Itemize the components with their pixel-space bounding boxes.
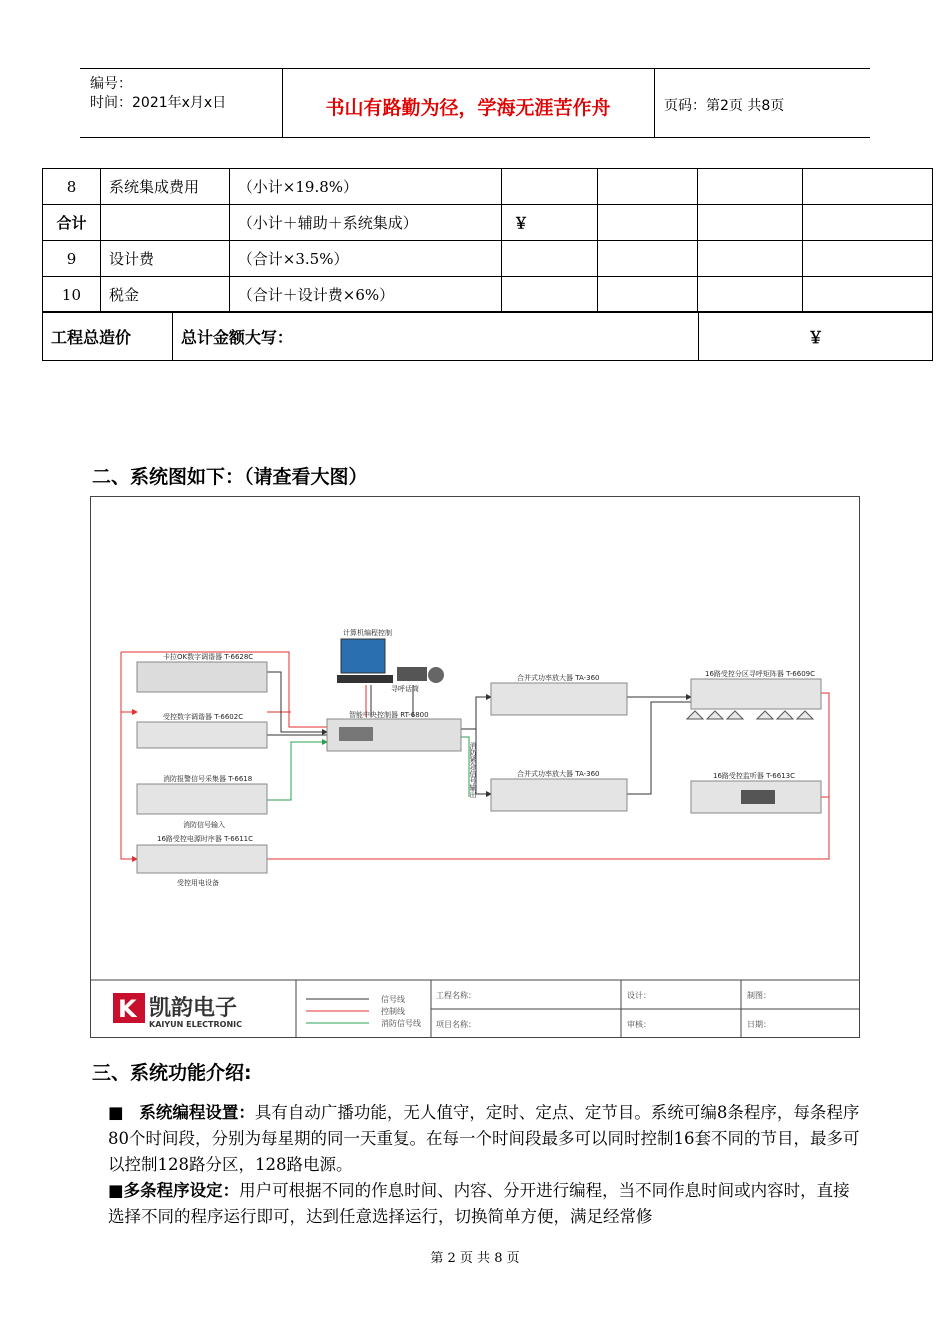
row-number: 10 bbox=[43, 277, 101, 313]
design-field: 设计： bbox=[627, 991, 651, 1000]
empty-cell bbox=[598, 169, 698, 205]
row-amount bbox=[501, 241, 598, 277]
device-label: 受控数字调谐器 T-6602C bbox=[163, 713, 244, 721]
legend-signal: 信号线 bbox=[381, 995, 405, 1004]
paragraph-title: 多条程序设定： bbox=[123, 1181, 240, 1200]
page-footer: 第 2 页 共 8 页 bbox=[430, 1251, 520, 1266]
section-3-title: 三、系统功能介绍: bbox=[92, 1062, 252, 1084]
header-motto-cell bbox=[282, 69, 655, 137]
code-label: 编号： bbox=[90, 76, 132, 92]
device-label: 消防报警信号采集器 T-6618 bbox=[163, 775, 253, 783]
empty-cell bbox=[803, 169, 933, 205]
empty-cell bbox=[803, 241, 933, 277]
table-row bbox=[43, 205, 933, 241]
cost-table bbox=[42, 168, 933, 313]
total-words-label: 总计金额大写： bbox=[172, 312, 698, 361]
pc-label: 计算机编程控制 bbox=[343, 629, 392, 637]
device-label: 16路受控分区寻呼矩阵器 T-6609C bbox=[705, 670, 815, 678]
table-row bbox=[43, 312, 933, 361]
section-2-title: 二、系统图如下：（请查看大图） bbox=[92, 466, 368, 488]
table-row bbox=[43, 169, 933, 205]
device-label: 卡拉OK数字调谐器 T-6628C bbox=[163, 653, 254, 661]
row-item: 设计费 bbox=[100, 241, 229, 277]
paragraph-text: 具有自动广播功能，无人值守，定时、定点、定节目。系统可编8条程序，每条程序80个时间段，分别为每星期的同一天重复。在每一个时间段最多可以同时控制16套不同的节目，最多可以控制128路分区，128路电源。 bbox=[108, 1103, 860, 1174]
row-formula: （小计×19.8%） bbox=[229, 169, 501, 205]
system-diagram bbox=[90, 496, 860, 1038]
fire-input-label: 消防信号输入 bbox=[183, 821, 225, 829]
device-label: 16路受控电源时序器 T-6611C bbox=[157, 835, 253, 843]
kaiyun-logo bbox=[113, 993, 242, 1029]
bullet: ■ bbox=[108, 1181, 124, 1200]
empty-cell bbox=[698, 169, 803, 205]
date-label: 时间：2021年x月x日 bbox=[90, 95, 227, 111]
logo-sub: KAIYUN ELECTRONIC bbox=[149, 1020, 242, 1029]
total-symbol: ￥ bbox=[699, 312, 933, 361]
drawing-field: 制图： bbox=[747, 991, 771, 1000]
paragraph-1 bbox=[108, 1100, 860, 1178]
logo-text: 凯韵电子 bbox=[149, 996, 238, 1021]
paragraph-title: 系统编程设置： bbox=[139, 1103, 255, 1122]
svg-text:K: K bbox=[118, 995, 137, 1023]
row-item: 税金 bbox=[100, 277, 229, 313]
review-field: 审核： bbox=[627, 1020, 651, 1029]
item-name-field: 项目名称： bbox=[436, 1020, 476, 1029]
row-amount: ￥ bbox=[501, 205, 598, 241]
row-amount bbox=[501, 277, 598, 313]
paragraph-text: 用户可根据不同的作息时间、内容、分开进行编程，当不同作息时间或内容时，直接选择不同的程序运行即可，达到任意选择运行，切换简单方便，满足经常修 bbox=[108, 1181, 850, 1226]
row-item: 系统集成费用 bbox=[100, 169, 229, 205]
device-label: 16路受控监听器 T-6613C bbox=[713, 772, 795, 780]
device-label: 合并式功率放大器 TA-360 bbox=[517, 770, 600, 778]
fire-output-label: 消防紧急信号输出 bbox=[469, 742, 477, 798]
table-row bbox=[43, 241, 933, 277]
row-formula: （小计＋辅助＋系统集成） bbox=[229, 205, 501, 241]
row-number: 合计 bbox=[43, 205, 101, 241]
empty-cell bbox=[803, 277, 933, 313]
device-label: 智能中央控制器 RT-6800 bbox=[349, 711, 429, 719]
total-label: 工程总造价 bbox=[43, 312, 173, 361]
empty-cell bbox=[598, 241, 698, 277]
empty-cell bbox=[698, 241, 803, 277]
legend-control: 控制线 bbox=[381, 1007, 405, 1016]
empty-cell bbox=[598, 205, 698, 241]
empty-cell bbox=[598, 277, 698, 313]
date-field: 日期： bbox=[747, 1020, 771, 1029]
page-info: 页码：第2页 共8页 bbox=[664, 98, 785, 114]
power-devices-label: 受控用电设备 bbox=[177, 879, 219, 887]
total-table bbox=[42, 311, 933, 361]
row-formula: （合计＋设计费×6%） bbox=[229, 277, 501, 313]
row-amount bbox=[501, 169, 598, 205]
project-name-field: 工程名称： bbox=[436, 991, 476, 1000]
row-item bbox=[100, 205, 229, 241]
empty-cell bbox=[698, 277, 803, 313]
device-label: 合并式功率放大器 TA-360 bbox=[517, 674, 600, 682]
page-header bbox=[80, 68, 870, 138]
empty-cell bbox=[698, 205, 803, 241]
row-formula: （合计×3.5%） bbox=[229, 241, 501, 277]
mic-label: 寻呼话筒 bbox=[391, 685, 419, 693]
row-number: 8 bbox=[43, 169, 101, 205]
header-meta bbox=[80, 69, 283, 137]
legend-fire: 消防信号线 bbox=[381, 1019, 421, 1028]
motto: 书山有路勤为径，学海无涯苦作舟 bbox=[325, 97, 611, 119]
bullet: ■ bbox=[108, 1103, 124, 1122]
diagram-canvas bbox=[91, 497, 859, 1037]
empty-cell bbox=[803, 205, 933, 241]
row-number: 9 bbox=[43, 241, 101, 277]
table-row bbox=[43, 277, 933, 313]
paragraph-2 bbox=[108, 1178, 860, 1230]
